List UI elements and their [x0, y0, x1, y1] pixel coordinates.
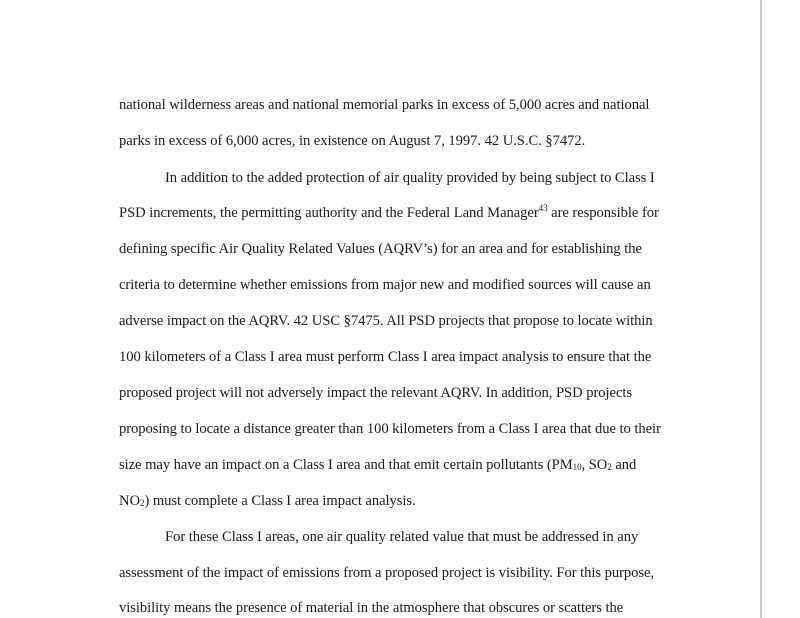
text-line: defining specific Air Quality Related Values (AQRV’s) for an area and for establishing the: [119, 241, 642, 257]
footnote-reference: 43: [538, 203, 548, 213]
text-line: [119, 204, 659, 222]
text-span: ) must complete a Class I area impact analysis.: [144, 493, 416, 509]
text-line: proposing to locate a distance greater than 100 kilometers from a Class I area that due to their: [119, 421, 661, 437]
text-span: and: [611, 457, 637, 473]
text-line: [119, 492, 416, 510]
text-line: proposed project will not adversely impact the relevant AQRV. In addition, PSD projects: [119, 385, 633, 401]
subscript: 2: [607, 462, 612, 472]
text-line: 100 kilometers of a Class I area must perform Class I area impact analysis to ensure that the: [119, 349, 652, 365]
text-line: parks in excess of 6,000 acres, in existence on August 7, 1997. 42 U.S.C. §7472.: [119, 133, 586, 149]
text-line: criteria to determine whether emissions from major new and modified sources will cause an: [119, 277, 651, 293]
text-span: are responsible for: [547, 205, 659, 221]
subscript: 10: [572, 462, 582, 472]
text-line: adverse impact on the AQRV. 42 USC §7475. All PSD projects that propose to locate within: [119, 313, 653, 329]
text-span: NO: [119, 493, 140, 509]
subscript: 2: [139, 498, 145, 508]
text-line: For these Class I areas, one air quality related value that must be addressed in any: [165, 529, 639, 545]
text-line: [119, 456, 636, 474]
text-span: size may have an impact on a Class I area and that emit certain pollutants (PM: [119, 457, 573, 473]
text-span: PSD increments, the permitting authority and the Federal Land Manager: [119, 205, 539, 221]
text-span: , SO: [581, 457, 608, 473]
text-line: visibility means the presence of material in the atmosphere that obscures or scatters the: [119, 600, 624, 616]
text-line: assessment of the impact of emissions from a proposed project is visibility. For this purpose,: [119, 565, 655, 581]
page-edge-shadow: [760, 0, 762, 618]
text-line: In addition to the added protection of air quality provided by being subject to Class I: [165, 170, 655, 186]
text-line: national wilderness areas and national memorial parks in excess of 5,000 acres and national: [119, 97, 650, 113]
